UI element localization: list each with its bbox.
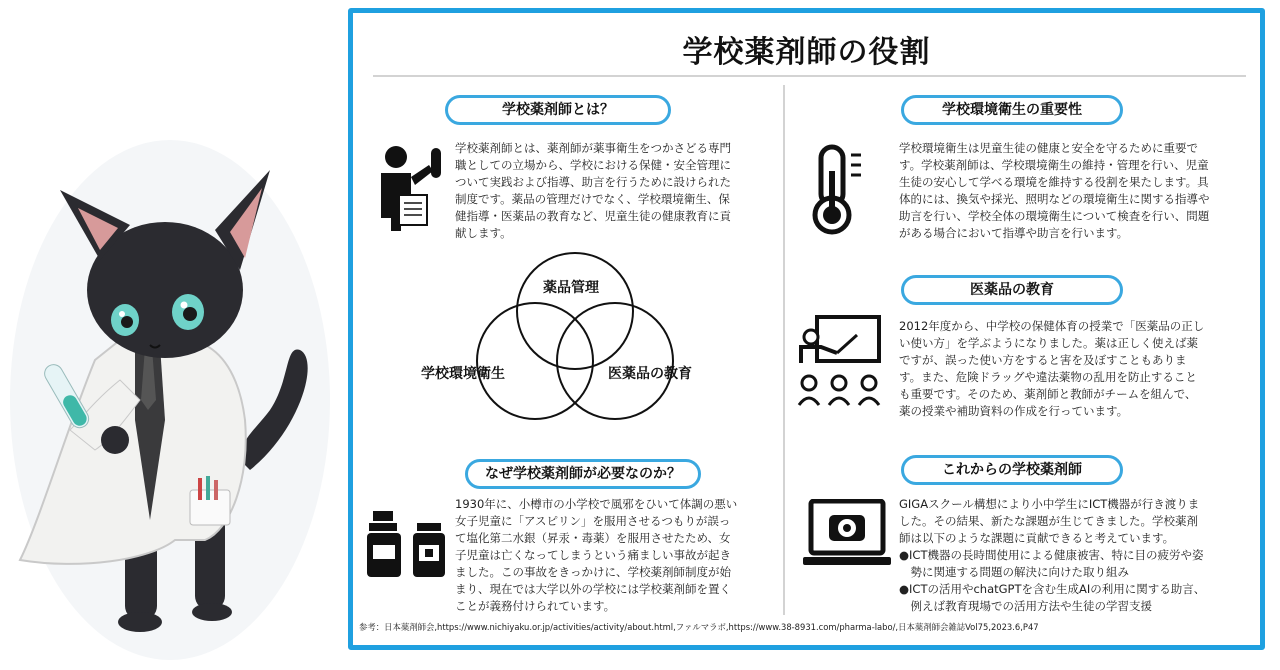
about-heading: 学校薬剤師とは？ bbox=[445, 95, 671, 125]
venn-circle-right bbox=[557, 303, 673, 419]
page-title: 学校薬剤師の役割 bbox=[682, 35, 931, 70]
environment-heading: 学校環境衛生の重要性 bbox=[901, 95, 1123, 125]
venn-label-top: 薬品管理 bbox=[543, 280, 599, 296]
medicine-text: 2012年度から、中学校の保健体育の授業で「医薬品の正し い使い方」を学ぶようになりました。薬は正しく使えば薬 ですが、誤った使い方をすると害を及ぼすこともありま す。また、危険ドラッグや違法薬物の乱用を防止すること も重要です。そのため、薬剤師と教師がチームを組んで、 薬の授業や補助資料の作成を行っています。 bbox=[899, 319, 1205, 418]
venn-circle-top bbox=[517, 253, 633, 369]
venn-circle-left bbox=[477, 303, 593, 419]
why-text: 1930年に、小樽市の小学校で風邪をひいて体調の悪い 女子児童に「アスピリン」を服用させるつもりが誤っ て塩化第二水銀（昇汞・毒薬）を服用させたため、女 子児童は亡くなってしまうという痛ましい事故が起き ました。この事故をきっかけに、学校薬剤師制度が始 まり、現在では大学以外の学校には学校薬剤師を置く ことが義務付けられています。 bbox=[455, 497, 738, 613]
classroom-icon bbox=[797, 313, 887, 409]
column-divider bbox=[783, 85, 785, 615]
environment-text: 学校環境衛生は児童生徒の健康と安全を守るために重要で す。学校薬剤師は、学校環境衛生の維持・管理を行い、児童 生徒の安心して学べる環境を維持する役割を果たします。具 体的には、換気や採光、照明などの環境衛生に関する指導や 助言を行い、学校全体の環境衛生について検査を行い、問題 がある場合において指導や助言を行います。 bbox=[899, 141, 1210, 240]
future-text: GIGAスクール構想により小中学生にICT機器が行き渡りま した。その結果、新たな課題が生じてきました。学校薬剤 師は以下のような課題に貢献できると考えています。 ●ICT機器の長時間使用による健康被害、特に目の疲労や姿 勢に関連する問題の解決に向けた取り組み ●ICTの活用やchatGPTを含む生成AIの利用に関する助言、 例えば教育現場での活用方法や生徒の学習支援 bbox=[899, 497, 1206, 613]
thermometer-icon bbox=[809, 143, 869, 235]
venn-label-right: 医薬品の教育 bbox=[608, 366, 692, 382]
title-divider bbox=[373, 75, 1246, 77]
venn-label-left: 学校環境衛生 bbox=[421, 366, 505, 382]
laptop-browser-icon bbox=[801, 499, 893, 571]
school-pharmacist-poster bbox=[348, 8, 1265, 650]
cat-pharmacist-illustration bbox=[0, 0, 340, 670]
medicine-heading: 医薬品の教育 bbox=[901, 275, 1123, 305]
about-text: 学校薬剤師とは、薬剤師が薬事衛生をつかさどる専門 職としての立場から、学校における保健・安全管理に ついて実践および指導、助言を行うために設けられた 制度です。薬品の管理だけでなく、学校環境衛生、保 健指導・医薬品の教育など、児童生徒の健康教育に貢 献します。 bbox=[455, 141, 731, 240]
reference-footer: 参考：日本薬剤師会,https://www.nichiyaku.or.jp/activities/activity/about.html,ファルマラボ,https://www.38-8931.com/pharma-labo/,日本薬剤師会雑誌Vol75,2023.6,P47 bbox=[359, 622, 1039, 632]
why-heading: なぜ学校薬剤師が必要なのか？ bbox=[465, 459, 701, 489]
presenter-icon bbox=[371, 143, 451, 233]
medicine-bottles-icon bbox=[365, 509, 451, 581]
future-heading: これからの学校薬剤師 bbox=[901, 455, 1123, 485]
venn-diagram bbox=[413, 251, 753, 431]
